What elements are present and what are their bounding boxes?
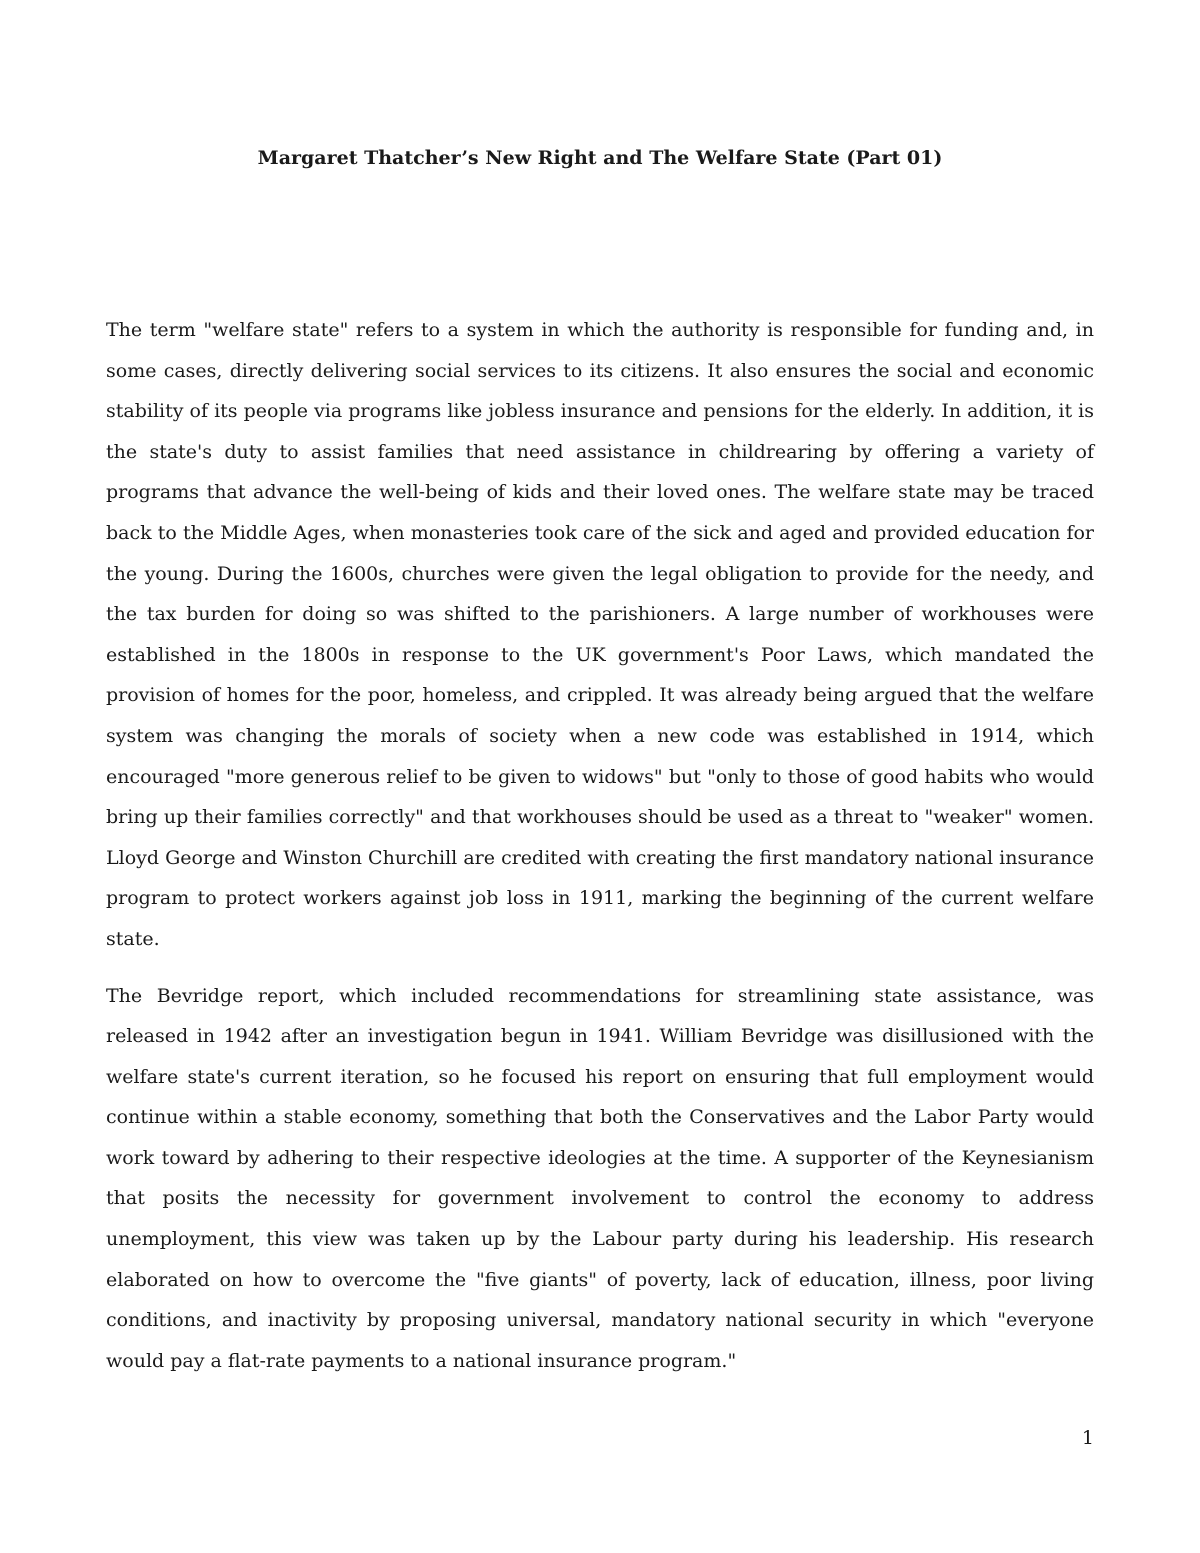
document-title: Margaret Thatcher’s New Right and The Welfare State (Part 01) — [257, 147, 943, 169]
document-body — [106, 310, 1094, 1397]
paragraph: The Bevridge report, which included recommendations for streamlining state assistance, was released in 1942 after an investigation begun in 1941. William Bevridge was disillusioned with the welfare state's current iteration, so he focused his report on ensuring that full employment would continue within a stable economy, something that both the Conservatives and the Labor Party would work toward by adhering to their respective ideologies at the time. A supporter of the Keynesianism that posits the necessity for government involvement to control the economy to address unemployment, this view was taken up by the Labour party during his leadership. His research elaborated on how to overcome the "five giants" of poverty, lack of education, illness, poor living conditions, and inactivity by proposing universal, mandatory national security in which "everyone would pay a flat-rate payments to a national insurance program." — [106, 984, 1094, 1372]
page-number: 1 — [1081, 1427, 1094, 1449]
paragraph: The term "welfare state" refers to a system in which the authority is responsible for funding and, in some cases, directly delivering social services to its citizens. It also ensures the social and economic stability of its people via programs like jobless insurance and pensions for the elderly. In addition, it is the state's duty to assist families that need assistance in childrearing by offering a variety of programs that advance the well-being of kids and their loved ones. The welfare state may be traced back to the Middle Ages, when monasteries took care of the sick and aged and provided education for the young. During the 1600s, churches were given the legal obligation to provide for the needy, and the tax burden for doing so was shifted to the parishioners. A large number of workhouses were established in the 1800s in response to the UK government's Poor Laws, which mandated the provision of homes for the poor, homeless, and crippled. It was already being argued that the welfare system was changing the morals of society when a new code was established in 1914, which encouraged "more generous relief to be given to widows" but "only to those of good habits who would bring up their families correctly" and that workhouses should be used as a threat to "weaker" women. Lloyd George and Winston Churchill are credited with creating the first mandatory national insurance program to protect workers against job loss in 1911, marking the beginning of the current welfare state. — [106, 319, 1094, 950]
